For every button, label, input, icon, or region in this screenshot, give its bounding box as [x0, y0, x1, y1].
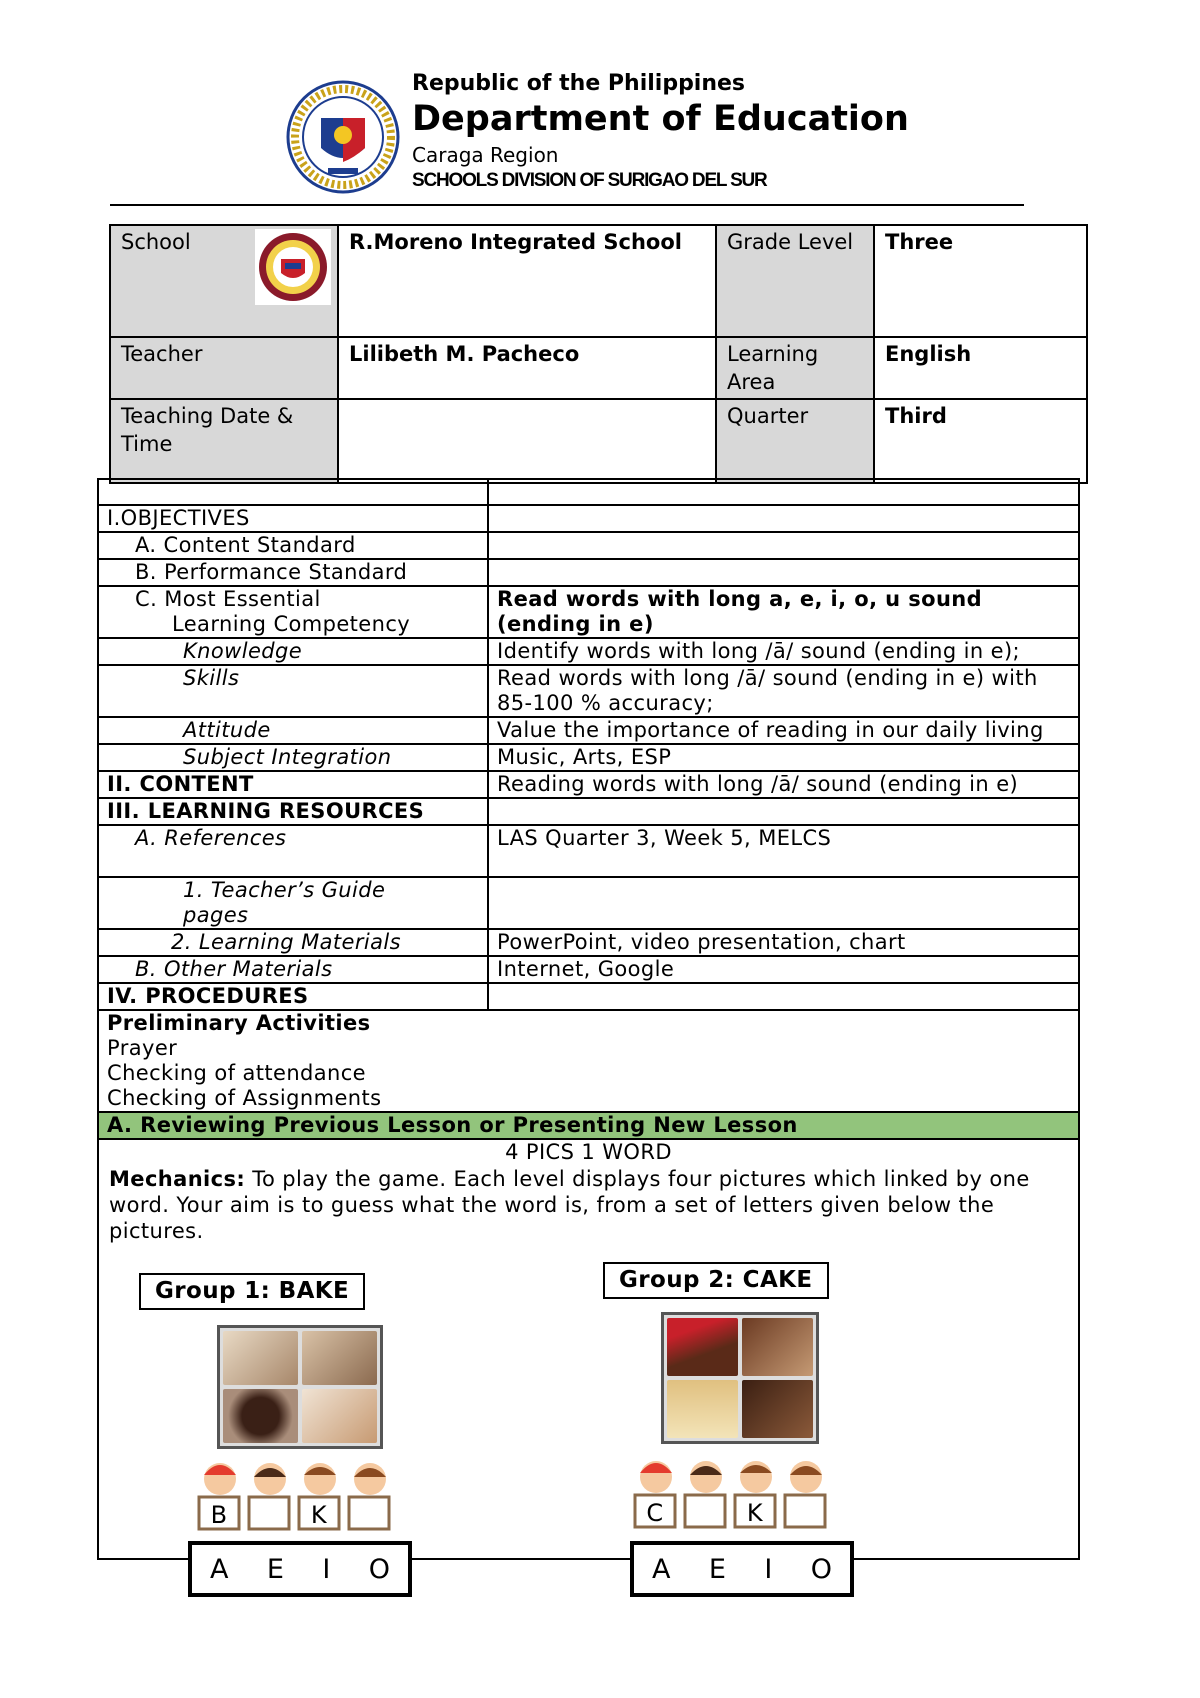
- grade-label: Grade Level: [716, 225, 874, 337]
- tile-letter: C: [646, 1499, 664, 1527]
- cake-photo-4: [742, 1380, 813, 1438]
- group2-photo-grid: [661, 1312, 819, 1444]
- division-line: SCHOOLS DIVISION OF SURIGAO DEL SUR: [412, 170, 767, 191]
- vowel-letter: A: [652, 1553, 671, 1585]
- kid-4: [790, 1461, 822, 1493]
- teacher-label: Teacher: [110, 337, 338, 399]
- republic-line: Republic of the Philippines: [412, 71, 746, 96]
- preliminary-title: Preliminary Activities: [107, 1011, 371, 1035]
- group1-label: Group 1: BAKE: [139, 1273, 365, 1310]
- learning-resources-label: III. LEARNING RESOURCES: [98, 798, 488, 825]
- melc-value: Read words with long a, e, i, o, u sound (ending in e): [488, 586, 1079, 638]
- vowel-letter: E: [708, 1553, 726, 1585]
- mechanics-label: Mechanics:: [109, 1167, 246, 1191]
- cake-photo-1: [667, 1318, 738, 1376]
- skills-label: Skills: [98, 665, 488, 717]
- kid-2: [254, 1463, 286, 1495]
- learning-materials-value: PowerPoint, video presentation, chart: [488, 929, 1079, 956]
- learning-materials-label: 2. Learning Materials: [98, 929, 488, 956]
- letter-tile: [685, 1495, 725, 1527]
- lesson-cell: [98, 1139, 1079, 1559]
- letter-tile: [249, 1497, 289, 1529]
- group2-label: Group 2: CAKE: [603, 1262, 829, 1299]
- knowledge-value: Identify words with long /ā/ sound (ending in e);: [488, 638, 1079, 665]
- kid-2: [690, 1461, 722, 1493]
- kid-1: [640, 1461, 672, 1493]
- cake-photo-2: [742, 1318, 813, 1376]
- kid-3: [740, 1461, 772, 1493]
- group2-vowel-box: [630, 1541, 854, 1597]
- vowel-letter: O: [810, 1553, 832, 1585]
- region-line: Caraga Region: [412, 143, 559, 167]
- game-title: 4 PICS 1 WORD: [505, 1140, 672, 1164]
- knowledge-label: Knowledge: [98, 638, 488, 665]
- subject-integration-value: Music, Arts, ESP: [488, 744, 1079, 771]
- school-logo: [255, 229, 331, 305]
- baking-photo-2: [302, 1331, 377, 1385]
- melc-label-line2: Learning Competency: [172, 612, 411, 636]
- grade-value: Three: [874, 225, 1087, 337]
- vowel-letter: E: [266, 1553, 284, 1585]
- letterhead: [412, 70, 1012, 194]
- other-materials-value: Internet, Google: [488, 956, 1079, 983]
- school-label-cell: [110, 225, 338, 337]
- attitude-value: Value the importance of reading in our daily living: [488, 717, 1079, 744]
- school-label: School: [121, 230, 191, 254]
- group1-vowel-box: [188, 1541, 412, 1597]
- teachers-guide-label: 1. Teacher’s Guide pages: [98, 877, 488, 929]
- lesson-section-heading: A. Reviewing Previous Lesson or Presenting New Lesson: [98, 1112, 1079, 1139]
- mechanics-text: [109, 1166, 1068, 1244]
- kid-1: [204, 1463, 236, 1495]
- department-title: Department of Education: [412, 99, 909, 139]
- mechanics-body: To play the game. Each level displays four pictures which linked by one word. Your aim is to guess what the word is, from a set of letters given below the pictures.: [109, 1167, 1030, 1243]
- date-label: Teaching Date & Time: [110, 399, 338, 483]
- skills-value: Read words with long /ā/ sound (ending in e) with 85-100 % accuracy;: [488, 665, 1079, 717]
- preliminary-activities: [98, 1010, 1079, 1112]
- vowel-letter: A: [210, 1553, 229, 1585]
- performance-standard-label: B. Performance Standard: [98, 559, 488, 586]
- lesson-plan-table: [97, 478, 1080, 1560]
- attitude-label: Attitude: [98, 717, 488, 744]
- baking-photo-3: [223, 1389, 298, 1443]
- group1-kids-letter-tiles: [193, 1457, 403, 1541]
- quarter-label: Quarter: [716, 399, 874, 483]
- group2-kids-letter-tiles: [629, 1455, 839, 1539]
- header-divider: [110, 204, 1024, 206]
- prelim-item: Checking of attendance: [107, 1061, 367, 1085]
- vowel-letter: I: [764, 1553, 773, 1585]
- melc-label-line1: C. Most Essential: [135, 587, 321, 611]
- other-materials-label: B. Other Materials: [98, 956, 488, 983]
- melc-label: [98, 586, 488, 638]
- references-label: A. References: [98, 825, 488, 877]
- school-value: R.Moreno Integrated School: [338, 225, 716, 337]
- subject-integration-label: Subject Integration: [98, 744, 488, 771]
- content-standard-label: A. Content Standard: [98, 532, 488, 559]
- baking-photo-1: [223, 1331, 298, 1385]
- date-value: [338, 399, 716, 483]
- letter-tile: [785, 1495, 825, 1527]
- content-value: Reading words with long /ā/ sound (ending in e): [488, 771, 1079, 798]
- tile-letter: K: [746, 1499, 764, 1527]
- references-value: LAS Quarter 3, Week 5, MELCS: [488, 825, 1079, 877]
- content-label: II. CONTENT: [98, 771, 488, 798]
- deped-seal-logo: [286, 80, 400, 194]
- vowel-letter: O: [368, 1553, 390, 1585]
- quarter-value: Third: [874, 399, 1087, 483]
- prelim-item: Checking of Assignments: [107, 1086, 382, 1110]
- teacher-value: Lilibeth M. Pacheco: [338, 337, 716, 399]
- prelim-item: Prayer: [107, 1036, 178, 1060]
- objectives-label: I.OBJECTIVES: [98, 505, 488, 532]
- kid-3: [304, 1463, 336, 1495]
- procedures-label: IV. PROCEDURES: [98, 983, 488, 1010]
- letter-tile: [349, 1497, 389, 1529]
- game-area: [109, 1140, 1068, 1558]
- school-info-table: [109, 224, 1088, 484]
- cake-photo-3: [667, 1380, 738, 1438]
- vowel-letter: I: [322, 1553, 331, 1585]
- baking-photo-4: [302, 1389, 377, 1443]
- kid-4: [354, 1463, 386, 1495]
- group1-photo-grid: [217, 1325, 383, 1449]
- area-label: Learning Area: [716, 337, 874, 399]
- area-value: English: [874, 337, 1087, 399]
- tile-letter: K: [310, 1501, 328, 1529]
- tile-letter: B: [210, 1501, 228, 1529]
